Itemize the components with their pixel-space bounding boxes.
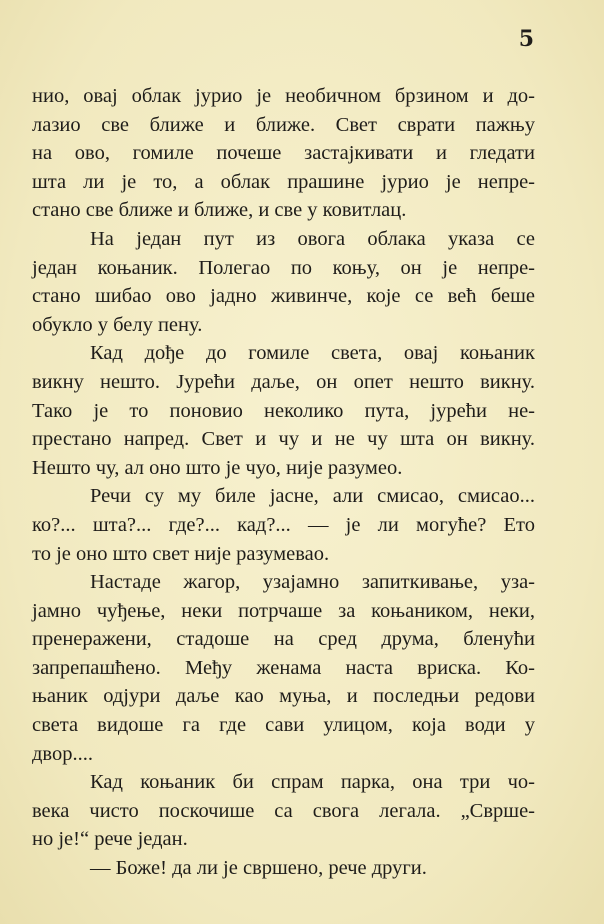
text-line: но је!“ рече један. — [32, 828, 188, 851]
body-text — [32, 82, 535, 883]
page-number: 5 — [518, 26, 534, 52]
text-line: нио, овај облак јурио је необичном брзином и до- — [32, 85, 535, 107]
text-line: стано шибао ово јадно живинче, које се већ беше — [32, 285, 535, 308]
text-line: пренеражени, стадоше на сред друма, бленући — [32, 628, 535, 651]
text-line: света видоше га где сави улицом, која води у — [32, 714, 535, 737]
text-line: Кад коњаник би спрам парка, она три чо- — [90, 771, 535, 794]
text-line: двор.... — [32, 742, 93, 765]
text-line: престано напред. Свет и чу и не чу шта он викну. — [32, 428, 535, 451]
text-line: Тако је то поновио неколико пута, јурећи не- — [32, 399, 535, 422]
text-line: јамно чуђење, неки потрчаше за коњаником, неки, — [32, 599, 535, 622]
text-line: обукло у белу пену. — [32, 313, 203, 336]
text-line: стано све ближе и ближе, и све у ковитлац. — [32, 199, 407, 222]
text-line: лазио све ближе и ближе. Свет сврати пажњу — [32, 113, 535, 136]
text-line: на ово, гомиле почеше застајкивати и гледати — [32, 142, 535, 165]
text-line: њаник одјури даље као муња, и последњи редови — [32, 685, 535, 708]
text-line: века чисто поскочише са свога легала. „Сврше- — [32, 799, 535, 822]
text-line: На један пут из овога облака указа се — [90, 227, 535, 250]
text-line: викну нешто. Јурећи даље, он опет нешто викну. — [32, 370, 535, 393]
text-line: Настаде жагор, узајамно запиткивање, уза- — [90, 571, 535, 594]
text-line: један коњаник. Полегао по коњу, он је непре- — [32, 256, 535, 279]
text-line: шта ли је то, а облак прашине јурио је непре- — [32, 170, 535, 193]
text-line: Речи су му биле јасне, али смисао, смисао... — [90, 485, 535, 508]
text-line: ко?... шта?... где?... кад?... — је ли могуће? Ето — [32, 513, 535, 536]
text-line: Нешто чу, ал оно што је чуо, није разумео. — [32, 456, 403, 479]
text-line: — Боже! да ли је свршено, рече други. — [90, 857, 427, 880]
text-line: Кад дође до гомиле света, овај коњаник — [90, 342, 535, 365]
text-line: запрепашћено. Међу женама наста вриска. Ко- — [32, 656, 535, 679]
text-line: то је оно што свет није разумевао. — [32, 542, 330, 565]
